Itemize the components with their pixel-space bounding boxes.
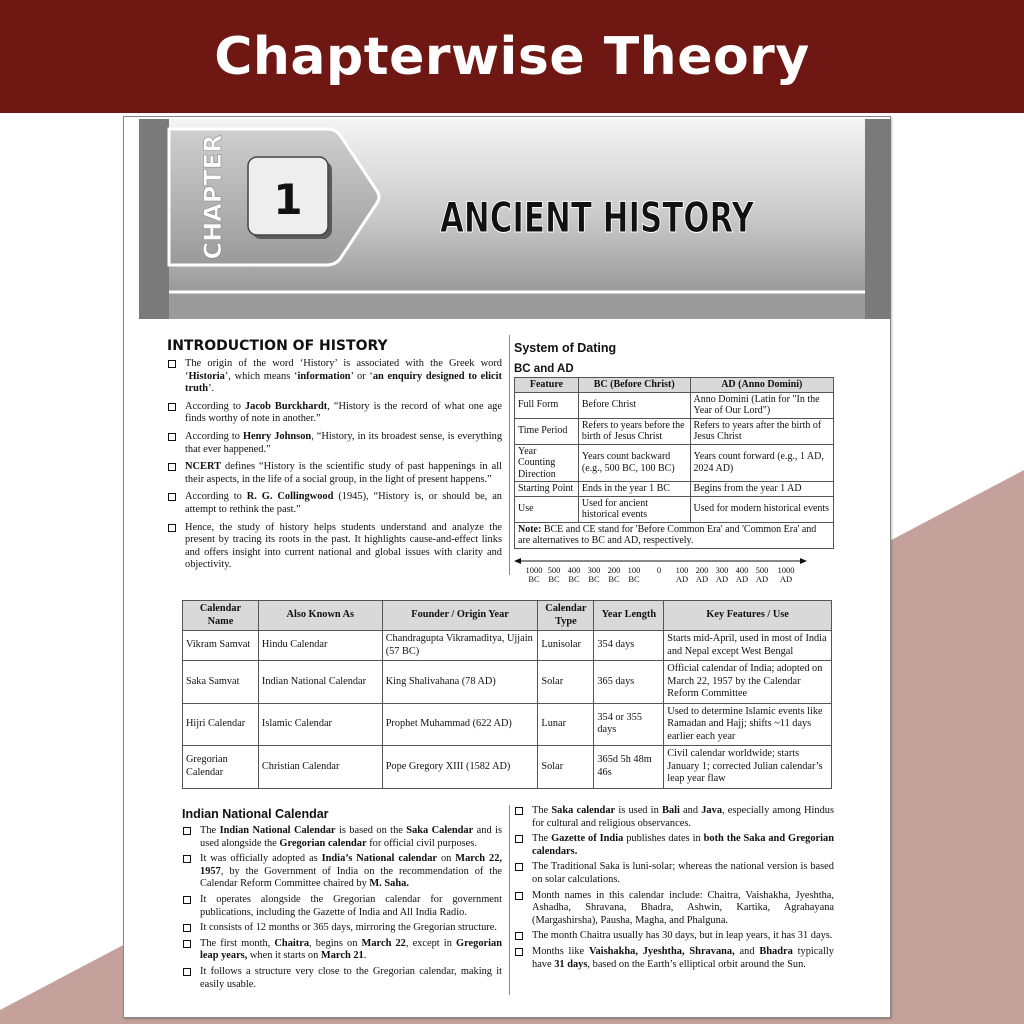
bcad-body: [515, 392, 834, 522]
tick-year: 200: [695, 564, 709, 575]
bullet-box-icon: [515, 807, 523, 815]
bullet-box-icon: [183, 940, 191, 948]
tick-year: 400: [567, 564, 581, 575]
bold-term: information: [297, 370, 351, 382]
timeline-tick-label: [647, 566, 671, 576]
tick-year: 500: [547, 564, 561, 575]
bold-term: Gazette of India: [551, 833, 624, 845]
calendar-cell: Gregorian Calendar: [183, 746, 259, 789]
tick-year: 400: [735, 564, 749, 575]
bullet-box-icon: [183, 924, 191, 932]
calendar-row: [183, 631, 832, 661]
calendar-row: [183, 703, 832, 746]
calendar-row: [183, 661, 832, 704]
bold-term: Gregorian calendar: [279, 837, 367, 849]
calendar-cell: Islamic Calendar: [258, 703, 382, 746]
tick-year: 500: [755, 564, 769, 575]
bcad-heading: BC and AD: [514, 363, 574, 375]
calendar-cell: Solar: [538, 661, 594, 704]
bcad-cell: Used for modern historical events: [690, 496, 833, 522]
intro-heading: INTRODUCTION OF HISTORY: [167, 338, 388, 354]
bcad-row: [515, 444, 834, 482]
bcad-table: [514, 377, 834, 549]
intro-item: According to R. G. Collingwood (1945), “History is, or should be, an attempt to rethink the past.”: [167, 491, 502, 516]
book-page: [123, 116, 891, 1018]
calendar-cell: Starts mid-April, used in most of India and Nepal except West Bengal: [664, 631, 832, 661]
bold-term: Saka calendar: [551, 805, 616, 816]
calendar-cell: Lunisolar: [538, 631, 594, 661]
calendars-body: [183, 631, 832, 789]
bcad-cell: Year Counting Direction: [515, 444, 579, 482]
bullet-box-icon: [515, 863, 523, 871]
tick-year: 300: [715, 564, 729, 575]
national-item: It follows a structure very close to the Gregorian calendar, making it easily usable.: [182, 966, 502, 991]
bold-term: Bali: [661, 805, 680, 816]
calendar-cell: Official calendar of India; adopted on March 22, 1957 by the Calendar Reform Committee: [664, 661, 832, 704]
intro-item: According to Henry Johnson, “History, in its broadest sense, is everything that ever happened.”: [167, 431, 502, 456]
bold-term: Bhadra: [759, 945, 793, 957]
calendar-cell: 365d 5h 48m 46s: [594, 746, 664, 789]
chapter-label: CHAPTER: [199, 134, 227, 260]
bcad-cell: Used for ancient historical events: [578, 496, 690, 522]
bullet-box-icon: [183, 827, 191, 835]
bullet-box-icon: [515, 932, 523, 940]
tick-era: BC: [568, 574, 580, 584]
bold-term: Chaitra: [274, 937, 310, 949]
tick-year: 100: [675, 564, 689, 575]
calendar-header-cell: Calendar Name: [183, 601, 259, 631]
bold-term: Jacob Burckhardt: [244, 400, 328, 412]
calendar-cell: Chandragupta Vikramaditya, Ujjain (57 BC): [382, 631, 538, 661]
calendar-cell: Hindu Calendar: [258, 631, 382, 661]
calendar-cell: Used to determine Islamic events like Ramadan and Hajj; shifts ~11 days earlier each year: [664, 703, 832, 746]
calendar-cell: Vikram Samvat: [183, 631, 259, 661]
bcad-cell: Before Christ: [578, 392, 690, 418]
intro-item: NCERT defines “History is the scientific study of past happenings in all their aspects, in the life of a social group, in the light of present happens.”: [167, 461, 502, 486]
national-item: It consists of 12 months or 365 days, mirroring the Gregorian structure.: [182, 922, 502, 935]
timeline-tick-label: [622, 566, 646, 585]
intro-item: Hence, the study of history helps students understand and analyze the present by tracing its roots in the past. It highlights cause-and-effect links and offers insight into current national and global issues with clarity and objectivity.: [167, 522, 502, 572]
tick-era: AD: [715, 574, 729, 584]
calendar-header-cell: Founder / Origin Year: [382, 601, 538, 631]
bcad-cell: Starting Point: [515, 482, 579, 497]
tick-year: 1000: [525, 564, 543, 575]
calendar-cell: Solar: [538, 746, 594, 789]
note-text: BCE and CE stand for 'Before Common Era' and 'Common Era' and are alternatives to BC and AD, respectively.: [518, 523, 817, 546]
bullet-box-icon: [515, 948, 523, 956]
bcad-header-cell: Feature: [515, 378, 579, 393]
bold-term: India’s National calendar: [321, 853, 438, 865]
bullet-box-icon: [515, 892, 523, 900]
bcad-cell: Use: [515, 496, 579, 522]
bcad-cell: Full Form: [515, 392, 579, 418]
bullet-box-icon: [168, 403, 176, 411]
bcad-cell: Refers to years after the birth of Jesus Christ: [690, 418, 833, 444]
tick-era: BC: [528, 574, 540, 584]
bold-term: Henry Johnson: [242, 430, 312, 442]
bcad-header-row: [515, 378, 834, 393]
header-right-strip: [865, 119, 891, 319]
bold-term: Indian National Calendar: [219, 825, 336, 836]
tick-era: BC: [608, 574, 620, 584]
tick-year: 100: [627, 564, 641, 575]
bold-term: both the Saka and Gregorian calendars.: [532, 833, 834, 857]
calendar-cell: 354 or 355 days: [594, 703, 664, 746]
intro-list: [167, 358, 502, 572]
bold-term: Gregorian leap years,: [200, 937, 502, 962]
calendar-cell: Pope Gregory XIII (1582 AD): [382, 746, 538, 789]
tick-era: AD: [695, 574, 709, 584]
bold-term: M. Saha.: [369, 878, 409, 890]
calendar-cell: 354 days: [594, 631, 664, 661]
calendar-cell: Prophet Muhammad (622 AD): [382, 703, 538, 746]
national-calendar-section: [182, 807, 502, 994]
bcad-row: [515, 496, 834, 522]
bcad-cell: Anno Domini (Latin for "In the Year of Our Lord"): [690, 392, 833, 418]
bcad-row: [515, 482, 834, 497]
timeline-tick-label: [774, 566, 798, 585]
bcad-header-cell: AD (Anno Domini): [690, 378, 833, 393]
bold-term: March 21: [320, 950, 364, 962]
header-left-strip: [139, 119, 169, 319]
tick-era: BC: [588, 574, 600, 584]
national-item: The Indian National Calendar is based on the Saka Calendar and is used alongside the Gregorian calendar for official civil purposes.: [182, 825, 502, 850]
tick-era: AD: [675, 574, 689, 584]
bold-term: Vaishakha, Jyeshtha, Shravana,: [588, 945, 735, 957]
bullet-box-icon: [515, 835, 523, 843]
timeline-tick-label: [750, 566, 774, 585]
bcad-header-cell: BC (Before Christ): [578, 378, 690, 393]
bullet-box-icon: [168, 463, 176, 471]
calendar-cell: Lunar: [538, 703, 594, 746]
tick-era: BC: [628, 574, 640, 584]
tick-era: AD: [779, 574, 793, 584]
timeline-right-arrow: [800, 558, 807, 564]
calendar-header-cell: Key Features / Use: [664, 601, 832, 631]
national-item: Month names in this calendar include: Chaitra, Vaishakha, Jyeshtha, Ashadha, Shravana, Bhadra, Ashwin, Kartika, Agrahayana (Margashirsha), Pausha, Magha, and Phalguna.: [514, 890, 834, 928]
column-divider-bottom: [509, 805, 510, 995]
bullet-box-icon: [183, 896, 191, 904]
national-item: The Gazette of India publishes dates in both the Saka and Gregorian calendars.: [514, 833, 834, 858]
calendar-header-cell: Calendar Type: [538, 601, 594, 631]
national-item: Months like Vaishakha, Jyeshtha, Shravana, and Bhadra typically have 31 days, based on the Earth’s elliptical orbit around the Sun.: [514, 946, 834, 971]
national-item: The Traditional Saka is luni-solar; whereas the national version is based on solar calculations.: [514, 861, 834, 886]
calendar-cell: Hijri Calendar: [183, 703, 259, 746]
national-item: It operates alongside the Gregorian calendar for government publications, including the Gazette of India and All India Radio.: [182, 894, 502, 919]
bold-term: Saka Calendar: [406, 825, 474, 836]
bcad-note: [515, 522, 834, 548]
national-item: The first month, Chaitra, begins on March 22, except in Gregorian leap years, when it starts on March 21.: [182, 938, 502, 963]
bullet-box-icon: [168, 524, 176, 532]
national-calendar-right: [514, 805, 834, 974]
tick-era: BC: [548, 574, 560, 584]
calendar-cell: Indian National Calendar: [258, 661, 382, 704]
bold-term: an enquiry designed to elicit truth: [185, 370, 503, 395]
intro-item: According to Jacob Burckhardt, “History is the record of what one age finds worthy of note in another.”: [167, 401, 502, 426]
bold-term: Historia: [188, 370, 225, 382]
bold-term: R. G. Collingwood: [246, 491, 334, 503]
chapter-number: 1: [273, 175, 303, 224]
calendar-cell: King Shalivahana (78 AD): [382, 661, 538, 704]
tick-year: 300: [587, 564, 601, 575]
bcad-cell: Refers to years before the birth of Jesus Christ: [578, 418, 690, 444]
timeline-left-arrow: [514, 558, 521, 564]
tick-year: 1000: [777, 564, 795, 575]
calendar-header-cell: Also Known As: [258, 601, 382, 631]
bcad-cell: Years count backward (e.g., 500 BC, 100 BC): [578, 444, 690, 482]
bold-term: March 22: [361, 937, 406, 949]
calendar-cell: Saka Samvat: [183, 661, 259, 704]
calendars-header-row: [183, 601, 832, 631]
bcad-row: [515, 418, 834, 444]
bold-term: Java: [701, 805, 723, 816]
calendar-cell: Christian Calendar: [258, 746, 382, 789]
top-banner: [0, 0, 1024, 113]
national-item: It was officially adopted as India’s National calendar on March 22, 1957, by the Government of India on the recommendation of the Calendar Reform Committee chaired by M. Saha.: [182, 853, 502, 891]
calendar-cell: Civil calendar worldwide; starts January 1; corrected Julian calendar’s leap year flaw: [664, 746, 832, 789]
bcad-cell: Ends in the year 1 BC: [578, 482, 690, 497]
chapter-header: [139, 119, 891, 319]
tick-era: AD: [735, 574, 749, 584]
bold-term: March 22, 1957: [200, 853, 502, 877]
note-label: Note:: [518, 523, 542, 535]
national-item: The month Chaitra usually has 30 days, but in leap years, it has 31 days.: [514, 930, 834, 943]
bcad-cell: Time Period: [515, 418, 579, 444]
national-item: The Saka calendar is used in Bali and Java, especially among Hindus for cultural and religious observances.: [514, 805, 834, 830]
tick-year: 0: [656, 564, 662, 575]
calendar-row: [183, 746, 832, 789]
bcad-note-row: [515, 522, 834, 548]
bold-term: 31 days: [554, 958, 588, 970]
banner-title: Chapterwise Theory: [214, 26, 810, 87]
national-right-list: [514, 805, 834, 971]
calendars-table: [182, 600, 832, 789]
column-divider: [509, 335, 510, 575]
dating-timeline: [514, 555, 834, 591]
national-left-list: [182, 825, 502, 991]
bullet-box-icon: [168, 360, 176, 368]
dating-section: [514, 341, 834, 591]
bullet-box-icon: [183, 855, 191, 863]
bullet-box-icon: [183, 968, 191, 976]
tick-year: 200: [607, 564, 621, 575]
bullet-box-icon: [168, 433, 176, 441]
intro-item: The origin of the word ‘History’ is associated with the Greek word ‘Historia’, which means ‘information’ or ‘an enquiry designed to elicit truth’.: [167, 358, 502, 396]
bcad-cell: Begins from the year 1 AD: [690, 482, 833, 497]
bcad-cell: Years count forward (e.g., 1 AD, 2024 AD): [690, 444, 833, 482]
tick-era: AD: [755, 574, 769, 584]
bold-term: NCERT: [185, 461, 222, 473]
intro-section: [167, 338, 502, 577]
dating-heading: System of Dating: [514, 341, 617, 355]
bullet-box-icon: [168, 493, 176, 501]
calendar-header-cell: Year Length: [594, 601, 664, 631]
calendar-cell: 365 days: [594, 661, 664, 704]
chapter-title: ANCIENT HISTORY: [440, 193, 755, 242]
bcad-row: [515, 392, 834, 418]
national-heading: Indian National Calendar: [182, 807, 329, 821]
